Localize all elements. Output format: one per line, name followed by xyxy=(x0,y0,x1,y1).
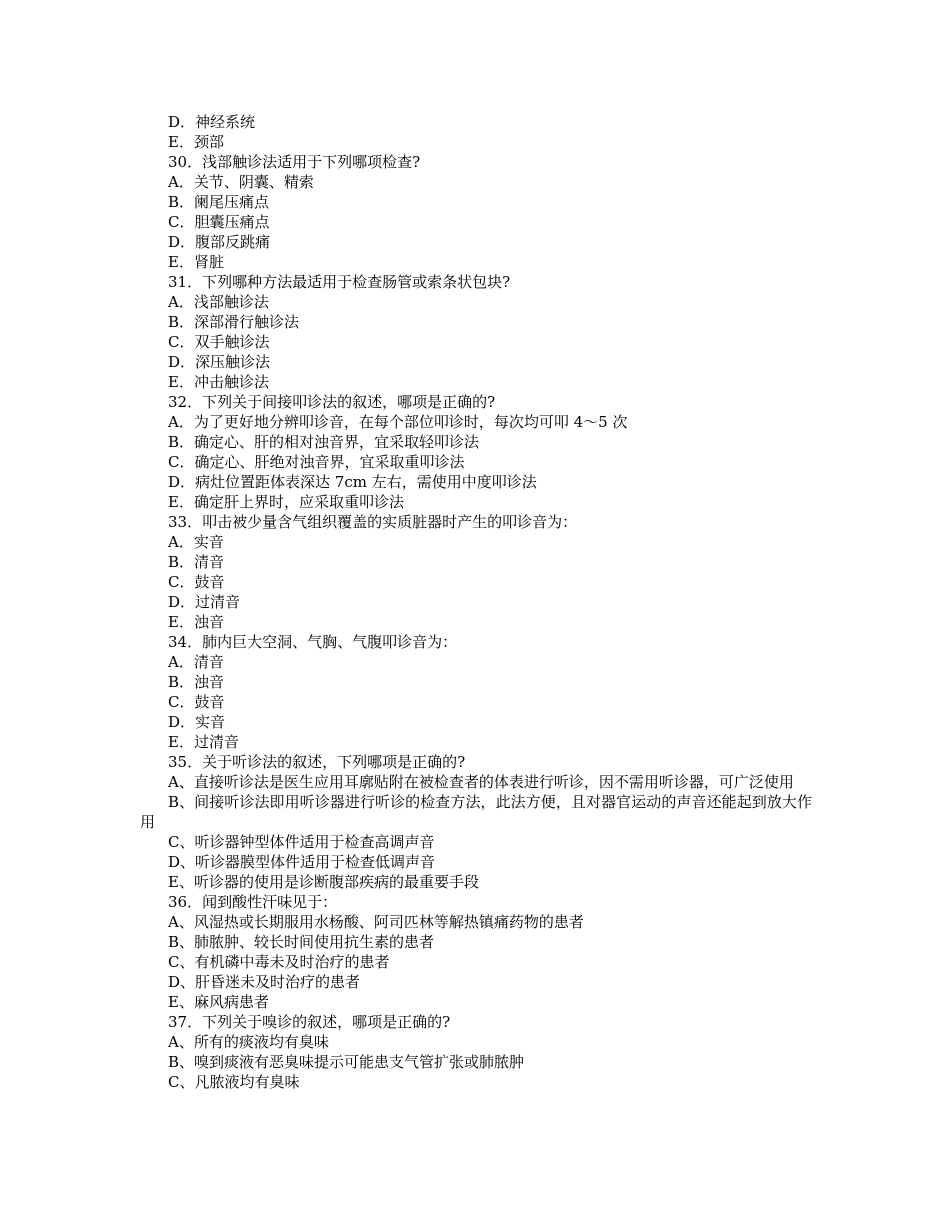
text-line: A．关节、阴囊、精索 xyxy=(168,173,314,191)
text-line: C．胆囊压痛点 xyxy=(168,213,270,231)
question-37: 37．下列关于嗅诊的叙述，哪项是正确的? xyxy=(168,1013,451,1031)
question-33: 33．叩击被少量含气组织覆盖的实质脏器时产生的叩诊音为： xyxy=(168,513,578,531)
text-line: B．阑尾压痛点 xyxy=(168,193,270,211)
text-line: A、所有的痰液均有臭味 xyxy=(168,1033,329,1051)
text-line: C．鼓音 xyxy=(168,573,225,591)
text-line: E、麻风病患者 xyxy=(168,993,269,1011)
text-line: E．冲击触诊法 xyxy=(168,373,269,391)
question-31: 31．下列哪种方法最适用于检查肠管或索条状包块? xyxy=(168,273,511,291)
text-line: D、听诊器膜型体件适用于检查低调声音 xyxy=(168,853,436,871)
text-line: D、肝昏迷未及时治疗的患者 xyxy=(168,973,361,991)
text-line: B．确定心、肝的相对浊音界，宜采取轻叩诊法 xyxy=(168,433,480,451)
text-line: A．清音 xyxy=(168,653,224,671)
question-35: 35．关于听诊法的叙述，下列哪项是正确的? xyxy=(168,753,466,771)
text-line: A．浅部触诊法 xyxy=(168,293,269,311)
text-line: E．浊音 xyxy=(168,613,224,631)
text-line: D．实音 xyxy=(168,713,226,731)
text-line: D．神经系统 xyxy=(168,113,256,131)
text-line: C．确定心、肝绝对浊音界，宜采取重叩诊法 xyxy=(168,453,465,471)
text-line: E、听诊器的使用是诊断腹部疾病的最重要手段 xyxy=(168,873,479,891)
text-line: A、风湿热或长期服用水杨酸、阿司匹林等解热镇痛药物的患者 xyxy=(168,913,584,931)
paragraph-option: B、间接听诊法即用听诊器进行听诊的检查方法，此法方便，且对器官运动的声音还能起到放大作用 xyxy=(140,793,812,831)
paragraph-option: A、直接听诊法是医生应用耳廓贴附在被检查者的体表进行听诊，因不需用听诊器，可广泛使用 xyxy=(168,773,794,791)
question-34: 34．肺内巨大空洞、气胸、气腹叩诊音为： xyxy=(168,633,458,651)
text-line: C．双手触诊法 xyxy=(168,333,270,351)
text-line: D．病灶位置距体表深达 7cm 左右，需使用中度叩诊法 xyxy=(168,473,537,491)
text-line: B、肺脓肿、较长时间使用抗生素的患者 xyxy=(168,933,435,951)
text-line: E．确定肝上界时，应采取重叩诊法 xyxy=(168,493,404,511)
text-line: C．鼓音 xyxy=(168,693,225,711)
text-line: E．过清音 xyxy=(168,733,239,751)
text-line: B．深部滑行触诊法 xyxy=(168,313,300,331)
text-line: A．实音 xyxy=(168,533,224,551)
text-line: D．过清音 xyxy=(168,593,241,611)
question-30: 30．浅部触诊法适用于下列哪项检查? xyxy=(168,153,421,171)
text-line: A．为了更好地分辨叩诊音，在每个部位叩诊时，每次均可叩 4～5 次 xyxy=(168,413,628,431)
question-32: 32．下列关于间接叩诊法的叙述，哪项是正确的? xyxy=(168,393,496,411)
text-line: E．颈部 xyxy=(168,133,224,151)
text-line: E．肾脏 xyxy=(168,253,224,271)
text-line: C、听诊器钟型体件适用于检查高调声音 xyxy=(168,833,435,851)
text-line: D．深压触诊法 xyxy=(168,353,271,371)
text-line: B．清音 xyxy=(168,553,225,571)
text-line: B．浊音 xyxy=(168,673,225,691)
text-line: B、嗅到痰液有恶臭味提示可能患支气管扩张或肺脓肿 xyxy=(168,1053,525,1071)
text-line: D．腹部反跳痛 xyxy=(168,233,271,251)
document-body xyxy=(140,112,812,1092)
text-line: C、凡脓液均有臭味 xyxy=(168,1073,300,1091)
question-36: 36．闻到酸性汗味见于： xyxy=(168,893,338,911)
text-line: C、有机磷中毒未及时治疗的患者 xyxy=(168,953,390,971)
